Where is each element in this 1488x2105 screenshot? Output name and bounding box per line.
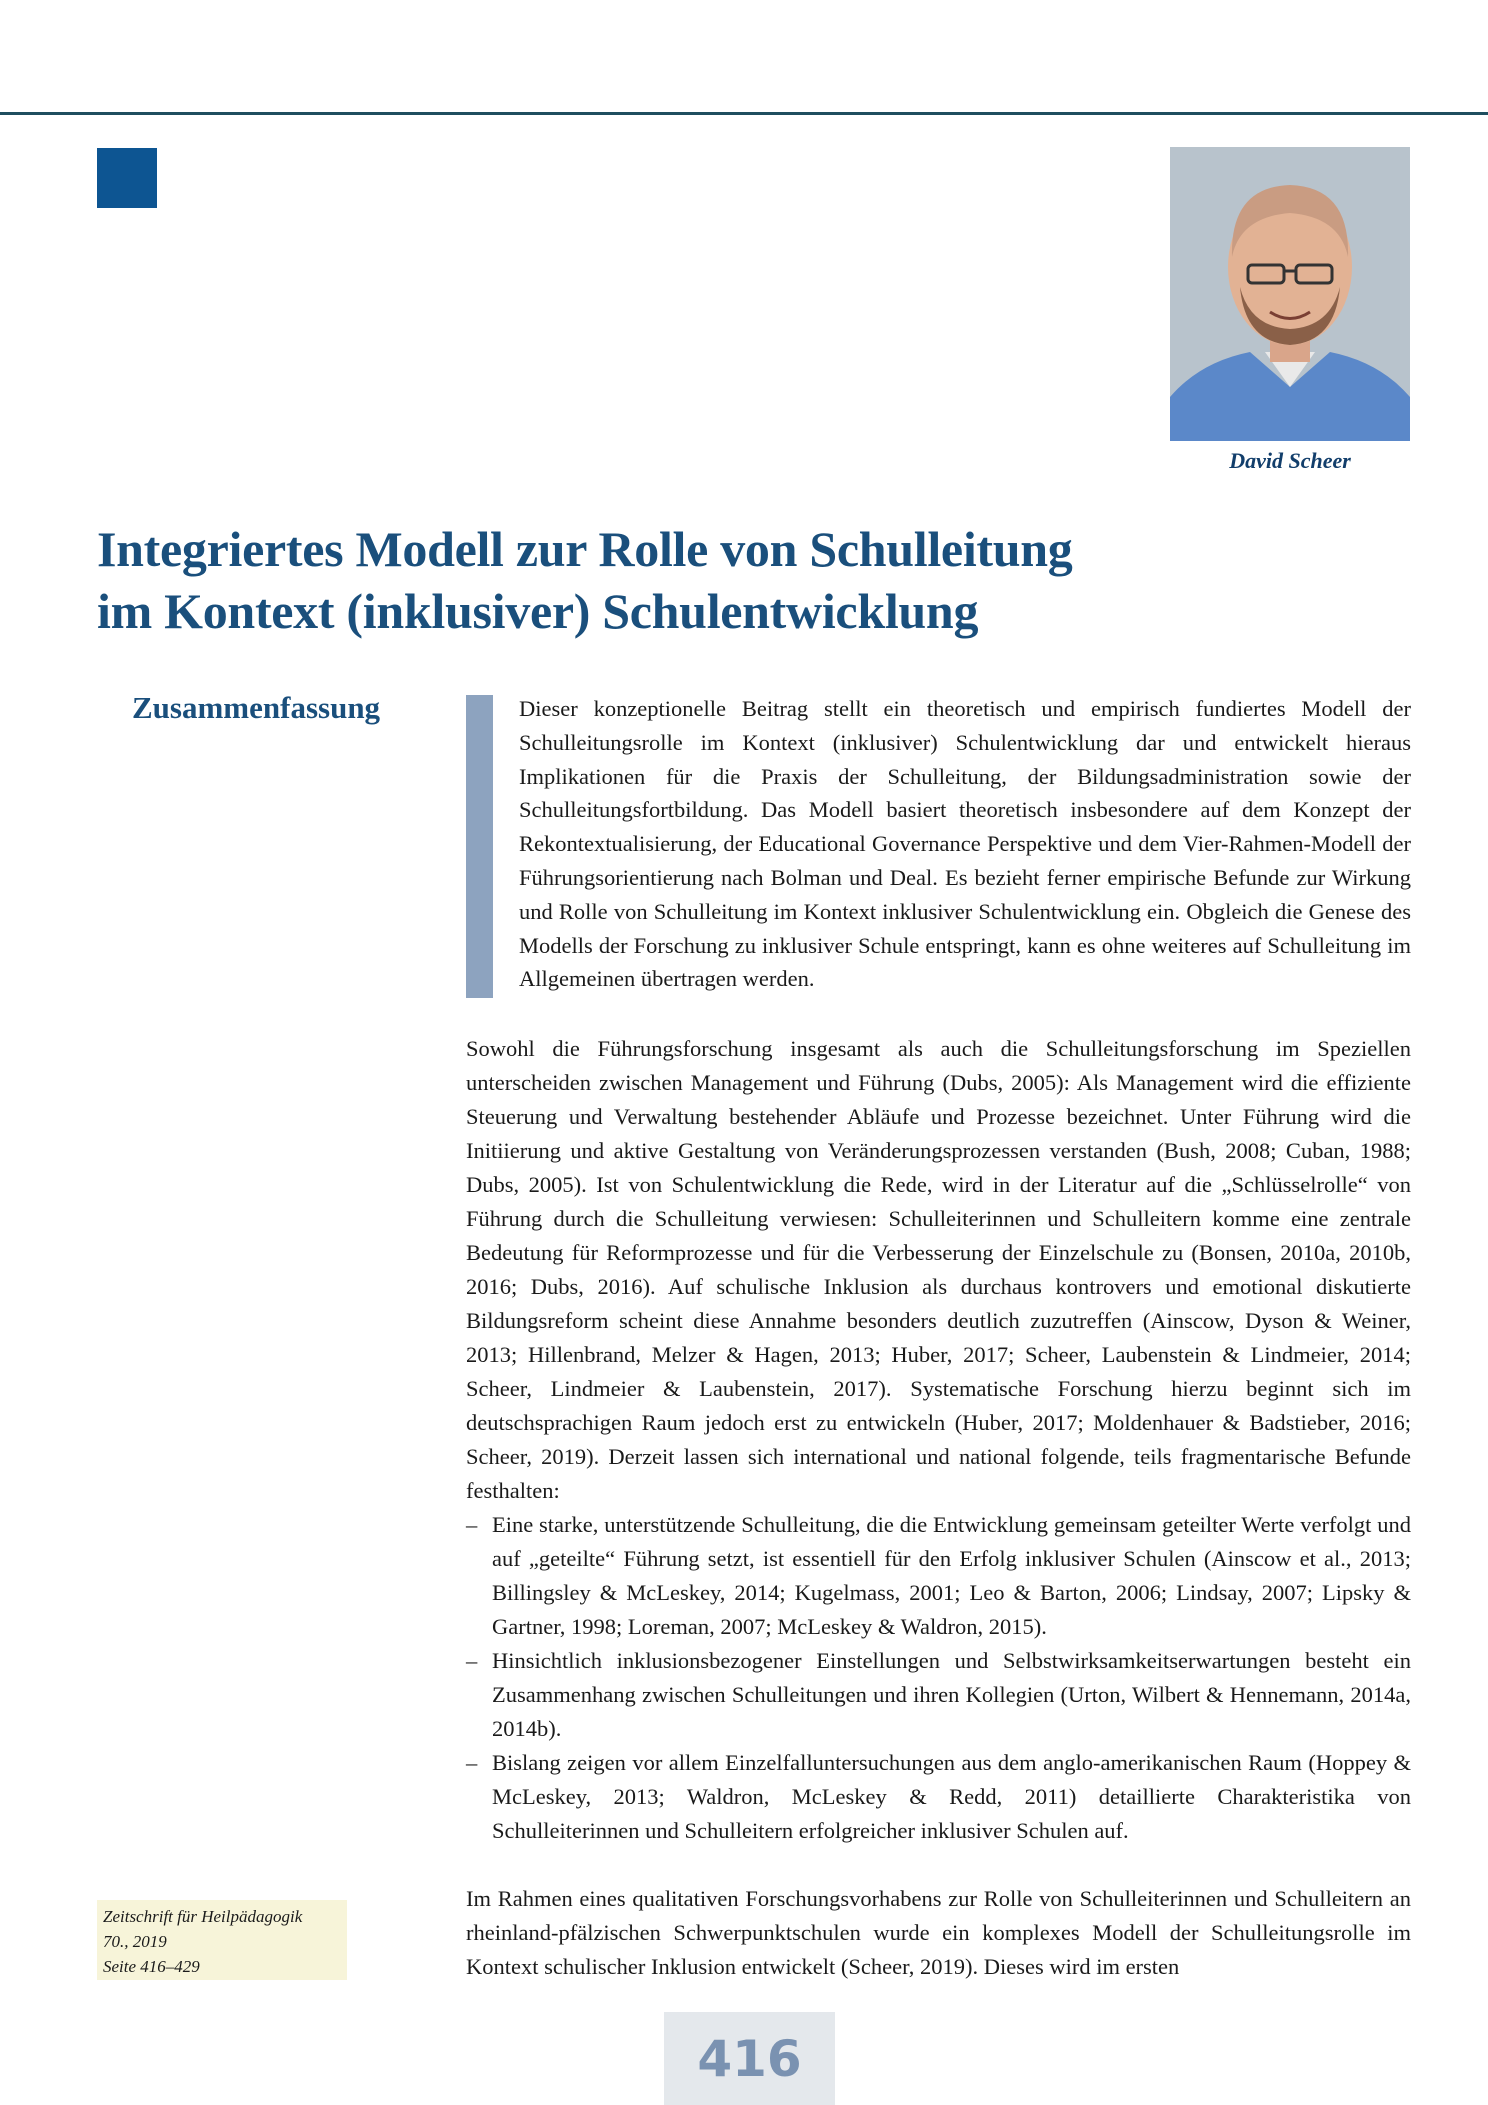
- journal-name: Zeitschrift für Heilpädagogik: [103, 1907, 303, 1926]
- body-text: [466, 1032, 1411, 1984]
- journal-citation-box: [97, 1900, 347, 1980]
- journal-pages: Seite 416–429: [103, 1957, 200, 1976]
- body-paragraph-1: Sowohl die Führungsforschung insgesamt als auch die Schulleitungsforschung im Speziellen unterscheiden zwischen Management und Führung (Dubs, 2005): Als Management wird die effiziente Steuerung und Verwaltung bestehender Abläufe und Prozesse bezeichnet. Unter Führung wird die Initiierung und aktive Gestaltung von Veränderungsprozessen verstanden (Bush, 2008; Cuban, 1988; Dubs, 2005). Ist von Schulentwicklung die Rede, wird in der Literatur auf die „Schlüsselrolle“ von Führung durch die Schulleitung verwiesen: Schulleiterinnen und Schulleitern komme eine zentrale Bedeutung für Reformprozesse und für die Verbesserung der Einzelschule zu (Bonsen, 2010a, 2010b, 2016; Dubs, 2016). Auf schulische Inklusion als durchaus kontrovers und emotional diskutierte Bildungsreform scheint diese Annahme besonders deutlich zuzutreffen (Ainscow, Dyson & Weiner, 2013; Hillenbrand, Melzer & Hagen, 2013; Huber, 2017; Scheer, Laubenstein & Lindmeier, 2014; Scheer, Lindmeier & Laubenstein, 2017). Systematische Forschung hierzu beginnt sich im deutschsprachigen Raum jedoch erst zu entwickeln (Huber, 2017; Moldenhauer & Badstieber, 2016; Scheer, 2019). Derzeit lassen sich international und national folgende, teils fragmentarische Befunde festhalten:: [466, 1036, 1411, 1503]
- abstract-text: Dieser konzeptionelle Beitrag stellt ein theoretisch und empirisch fundiertes Modell der Schulleitungsrolle im Kontext (inklusiver) Schulentwicklung dar und entwickelt hieraus Implikationen für die Praxis der Schulleitung, der Bildungsadministration sowie der Schulleitungsfortbildung. Das Modell basiert theoretisch insbesondere auf dem Konzept der Rekontextualisierung, der Educational Governance Perspektive und dem Vier-Rahmen-Modell der Führungsorientierung nach Bolman und Deal. Es bezieht ferner empirische Befunde zur Wirkung und Rolle von Schulleitung im Kontext inklusiver Schulentwicklung ein. Obgleich die Genese des Modells der Forschung zu inklusiver Schule entspringt, kann es ohne weiteres auf Schulleitung im Allgemeinen übertragen werden.: [519, 696, 1411, 992]
- list-item: – Hinsichtlich inklusionsbezogener Einstellungen und Selbstwirksamkeitserwartungen besteht ein Zusammenhang zwischen Schulleitungen und ihren Kollegien (Urton, Wilbert & Hennemann, 2014a, 2014b).: [466, 1644, 1411, 1746]
- author-portrait-photo: [1170, 147, 1410, 441]
- body-paragraph-2: Im Rahmen eines qualitativen Forschungsvorhabens zur Rolle von Schulleiterinnen und Schulleitern an rheinland-pfälzischen Schwerpunktschulen wurde ein komplexes Modell der Schulleitungsrolle im Kontext schulischer Inklusion entwickelt (Scheer, 2019). Dieses wird im ersten: [466, 1886, 1411, 1979]
- findings-list: [466, 1508, 1411, 1848]
- top-rule: [0, 112, 1488, 115]
- author-portrait-icon: [1170, 147, 1410, 441]
- article-title-line-1: Integriertes Modell zur Rolle von Schulleitung: [97, 521, 1073, 577]
- journal-volume: 70., 2019: [103, 1932, 167, 1951]
- page-number: 416: [697, 2029, 802, 2088]
- article-title-line-2: im Kontext (inklusiver) Schulentwicklung: [97, 583, 979, 639]
- author-name-caption: David Scheer: [1229, 448, 1351, 473]
- page-number-box: [664, 2012, 835, 2105]
- article-title: [97, 518, 1197, 642]
- abstract-heading: Zusammenfassung: [132, 690, 381, 725]
- list-item: – Eine starke, unterstützende Schulleitung, die die Entwicklung gemeinsam geteilter Werte verfolgt und auf „geteilte“ Führung setzt, ist essentiell für den Erfolg inklusiver Schulen (Ainscow et al., 2013; Billingsley & McLeskey, 2014; Kugelmass, 2001; Leo & Barton, 2006; Lindsay, 2007; Lipsky & Gartner, 1998; Loreman, 2007; McLeskey & Waldron, 2015).: [466, 1508, 1411, 1644]
- list-item: – Bislang zeigen vor allem Einzelfalluntersuchungen aus dem anglo-amerikanischen Raum (Hoppey & McLeskey, 2013; Waldron, McLeskey & Redd, 2011) detaillierte Charakteristika von Schulleiterinnen und Schulleitern erfolgreicher inklusiver Schulen auf.: [466, 1746, 1411, 1848]
- abstract-accent-bar: [466, 695, 493, 998]
- section-marker-square: [97, 148, 157, 208]
